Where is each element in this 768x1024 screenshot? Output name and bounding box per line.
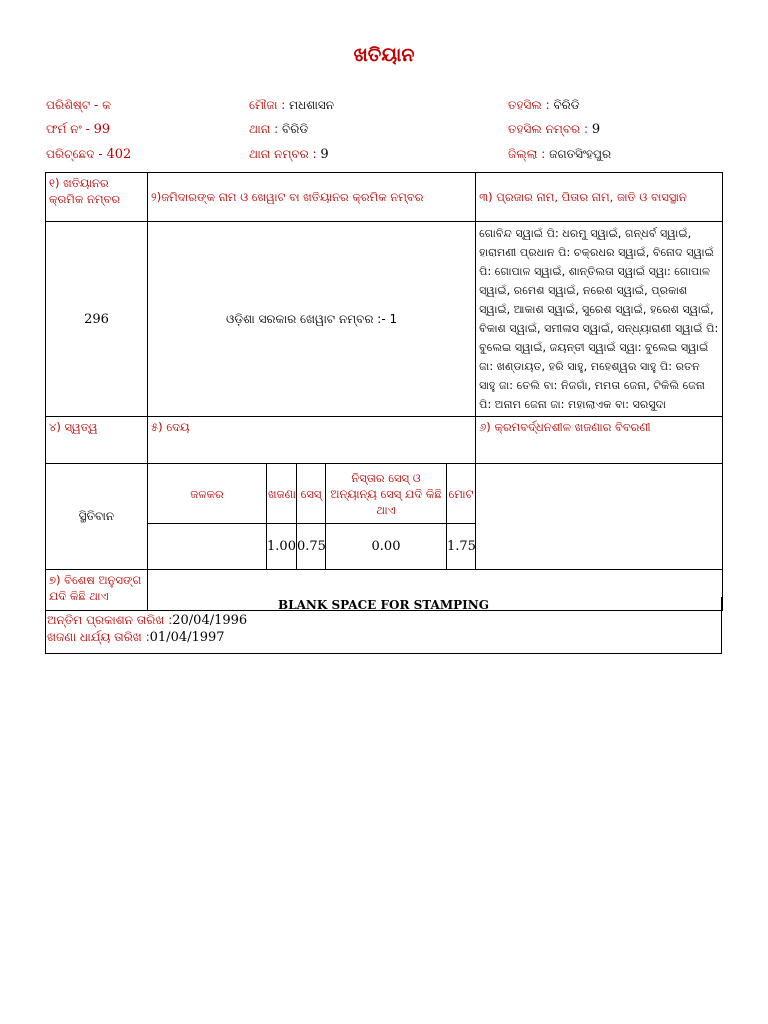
tax-fix-line	[46, 629, 721, 646]
meta-parichheda	[46, 147, 131, 162]
khatiyan-number: 296	[46, 222, 148, 417]
val-khajana: 1.00	[267, 524, 297, 570]
final-publication-date: 20/04/1996	[172, 613, 248, 628]
meta-value: ଜଗତସିଂହପୁର	[549, 147, 612, 161]
meta-key: ପରିଚ୍ଛେଦ -	[46, 147, 107, 161]
col-nistar: ନିସ୍ତାର ସେସ୍ ଓ ଅନ୍ୟାନ୍ୟ ସେସ୍ ଯଦି କିଛି ଥାଏ	[326, 464, 447, 524]
col-jalakar: ଜଳକର	[148, 464, 267, 524]
meta-key: ତହସିଲ :	[508, 98, 554, 112]
meta-value: 402	[106, 147, 132, 162]
zamindar-name: ଓଡ଼ିଶା ସରକାର ଖେୱାଟ ନମ୍ବର :- 1	[148, 222, 476, 417]
meta-value: ବିରିଡି	[282, 122, 309, 136]
meta-value: ମଧଶାସନ	[289, 98, 334, 112]
meta-key: ଫର୍ମ ନଂ -	[46, 122, 94, 136]
meta-key: ପରିଶିଷ୍ଟ - କ	[46, 98, 111, 112]
header-khatiyan-serial: ୧) ଖତିୟାନର କ୍ରମିକ ନମ୍ବର	[46, 173, 148, 222]
col-khajana: ଖଜଣା	[267, 464, 297, 524]
val-ses: 0.75	[297, 524, 326, 570]
header-dues: ୫) ଦେୟ	[148, 417, 476, 464]
val-jalakar	[148, 524, 267, 570]
meta-tahasil	[508, 98, 580, 113]
meta-value: 99	[93, 122, 111, 137]
header-special: ୭) ବିଶେଷ ଅନୁସଙ୍ଗ ଯଦି କିଛି ଥାଏ	[46, 570, 148, 611]
meta-thana	[249, 122, 308, 137]
final-publication-label: ଅନ୍ତିମ ପ୍ରକାଶନ ତାରିଖ :	[47, 613, 173, 627]
meta-value: 9	[591, 122, 601, 137]
stamp-box	[45, 597, 722, 654]
meta-key: ତହସିଲ ନମ୍ବର :	[508, 122, 592, 136]
col-ses: ସେସ୍	[297, 464, 326, 524]
rent-details-cell	[476, 464, 723, 570]
meta-key: ଜିଲ୍ଲା :	[508, 147, 550, 161]
col-mot: ମୋଟ	[447, 464, 476, 524]
val-mot: 1.75	[447, 524, 476, 570]
meta-key: ଥାନା :	[249, 122, 283, 136]
val-nistar: 0.00	[326, 524, 447, 570]
meta-parishista	[46, 98, 111, 113]
meta-key: ଥାନା ନମ୍ବର :	[249, 147, 321, 161]
tax-fix-date: 01/04/1997	[149, 630, 225, 645]
final-publication-line	[46, 612, 721, 629]
khatiyan-table	[45, 172, 723, 611]
meta-key: ମୌଜା :	[249, 98, 290, 112]
tenant-details: ଗୋବିନ୍ଦ ସ୍ୱାଇଁ ପି: ଧରମୁ ସ୍ୱାଇଁ, ଗନ୍ଧର୍ବ ସ୍ୱାଇଁ, ହାରାମଣୀ ପ୍ରଧାନ ପି: ଚକ୍ରଧର ସ୍ୱାଇଁ, ବିନୋଦ ସ୍ୱାଇଁ ପି: ଗୋପାଳ ସ୍ୱାଇଁ, ଶାନ୍ତିଲତା ସ୍ୱାଇଁ ସ୍ୱା: ଗୋପାଳ ସ୍ୱାଇଁ, ରମେଶ ସ୍ୱାଇଁ, ନରେଶ ସ୍ୱାଇଁ, ପ୍ରକାଶ ସ୍ୱାଇଁ, ଆକାଶ ସ୍ୱାଇଁ, ସୁରେଶ ସ୍ୱାଇଁ, ହରେଶ ସ୍ୱାଇଁ, ବିକାଶ ସ୍ୱାଇଁ, ସମୀଳାସ ସ୍ୱାଇଁ, ସନ୍ଧ୍ୟାରାଣୀ ସ୍ୱାଇଁ ପି: ବୁଲେଇ ସ୍ୱାଇଁ, ଜୟନ୍ତୀ ସ୍ୱାଇଁ ସ୍ୱା: ବୁଲେଇ ସ୍ୱାଇଁ ଜା: ଖଣ୍ଡାୟତ, ହରି ସାହୁ, ମହେଶ୍ୱର ସାହୁ ପି: ରତନ ସାହୁ ଜା: ତେଲି ବା: ନିଜଗାଁ, ମମତା ଜେନା, ଟିକିଲି ଜେନା ପି: ଅନାମ ଜେନା ଜା: ମହାଲାଏକ ବା: ସରସୁଦା	[476, 222, 723, 417]
meta-district	[508, 147, 611, 162]
header-zamindar: ୨)ଜମିଦାରଙ୍କ ନାମ ଓ ଖେୱାଟ ବା ଖତିୟାନର କ୍ରମିକ ନମ୍ବର	[148, 173, 476, 222]
header-tenant: ୩) ପ୍ରଜାର ନାମ, ପିତାର ନାମ, ଜାତି ଓ ବାସସ୍ଥାନ	[476, 173, 723, 222]
status-value: ସ୍ଥିତିବାନ	[46, 464, 148, 570]
meta-tahasil-no	[508, 122, 600, 137]
meta-value: 9	[320, 147, 329, 162]
meta-mouza	[249, 98, 334, 113]
page-title: ଖତିୟାନ	[353, 44, 415, 66]
header-right: ୪) ସ୍ୱତ୍ୱ	[46, 417, 148, 464]
meta-form-no	[46, 122, 110, 137]
header-rent-details: ୬) କ୍ରମବର୍ଦ୍ଧନଶୀଳ ଖଜଣାର ବିବରଣୀ	[476, 417, 723, 464]
meta-thana-no	[249, 147, 329, 162]
tax-fix-label: ଖଜଣା ଧାର୍ଯ୍ୟ ତାରିଖ :	[47, 630, 150, 644]
stamp-title: BLANK SPACE FOR STAMPING	[278, 598, 489, 612]
meta-value: ବିରିଡି	[553, 98, 580, 112]
